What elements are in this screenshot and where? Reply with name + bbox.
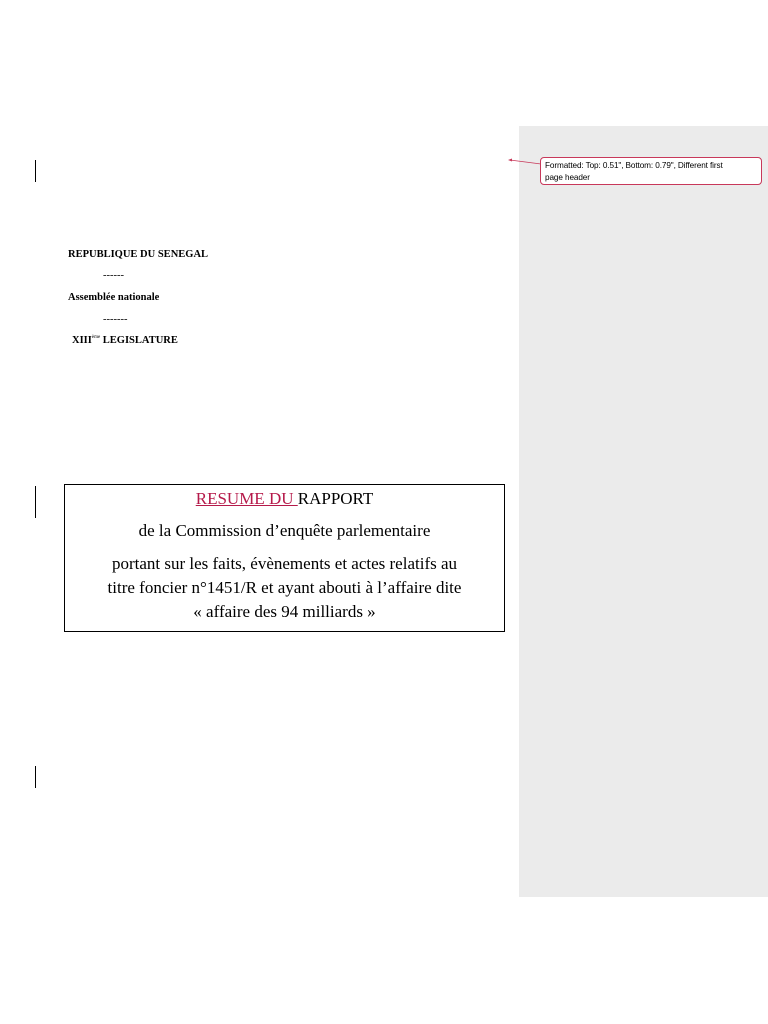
institution-heading: Assemblée nationale xyxy=(68,292,160,303)
separator-dashes: ------- xyxy=(103,314,128,325)
formatting-comment-balloon[interactable] xyxy=(540,157,762,185)
subject-line: portant sur les faits, évènements et actes relatifs au xyxy=(111,554,458,573)
legislature-word: LEGISLATURE xyxy=(102,335,178,346)
legislature-heading xyxy=(72,335,178,346)
report-title-line xyxy=(65,487,504,511)
change-bar xyxy=(35,766,36,788)
tracked-insertion: RESUME DU xyxy=(195,489,298,508)
markup-pane xyxy=(519,126,768,897)
comment-text: page header xyxy=(545,172,590,182)
change-bar xyxy=(35,486,36,518)
legislature-superscript: ème xyxy=(91,335,101,340)
subject-line: titre foncier n°1451/R et ayant abouti à l’affaire dite xyxy=(107,578,462,597)
commission-line: de la Commission d’enquête parlementaire xyxy=(138,521,431,540)
legislature-number: XIII xyxy=(72,335,92,346)
country-heading: REPUBLIQUE DU SENEGAL xyxy=(68,249,209,260)
report-word: RAPPORT xyxy=(297,489,374,508)
separator-dashes: ------ xyxy=(103,270,124,281)
subject-line: « affaire des 94 milliards » xyxy=(193,602,376,621)
report-title-box xyxy=(64,484,505,632)
comment-text: Formatted: Top: 0.51", Bottom: 0.79", Different first xyxy=(545,161,723,170)
change-bar xyxy=(35,160,36,182)
comment-connector xyxy=(508,156,542,166)
